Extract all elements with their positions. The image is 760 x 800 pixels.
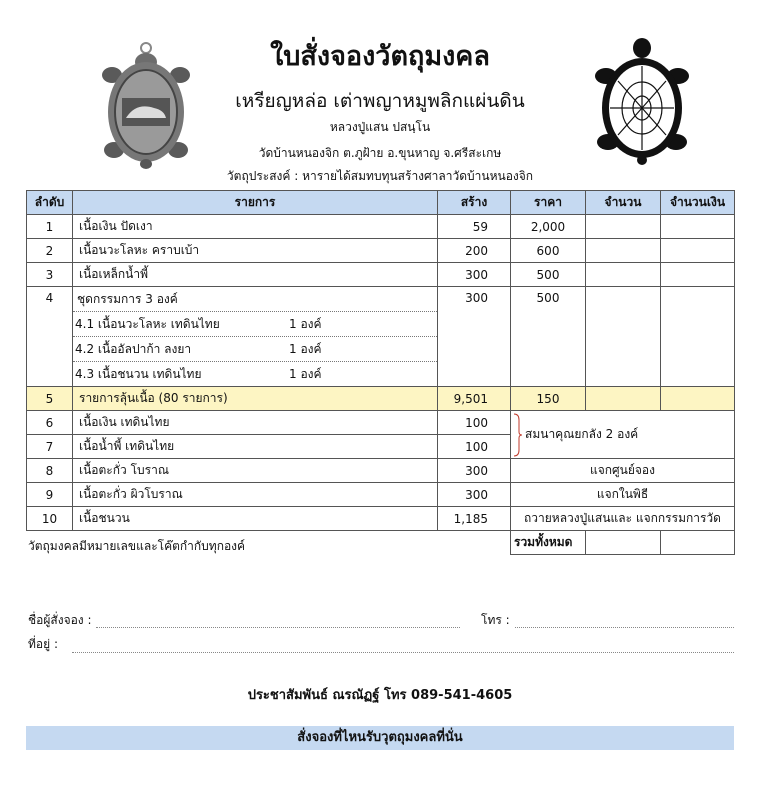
quantity-input[interactable] <box>586 215 661 239</box>
quantity-input[interactable] <box>586 387 661 411</box>
pickup-banner: สั่งจองที่ไหนรับวุตถุมงคลที่นั่น <box>26 726 734 750</box>
row-item: เนื้อชนวน <box>73 507 438 531</box>
subitem-name: 4.3 เนื้อชนวน เทดินไทย <box>75 367 202 381</box>
row-made: 300 <box>438 263 511 287</box>
row-note: ถวายหลวงปู่แสนและ แจกกรรมการวัด <box>511 507 735 531</box>
row-no: 4 <box>27 287 73 387</box>
row-made: 300 <box>438 483 511 507</box>
row-no: 3 <box>27 263 73 287</box>
col-header-price: ราคา <box>511 191 586 215</box>
quantity-input[interactable] <box>586 263 661 287</box>
row-price: 500 <box>511 287 586 387</box>
subitem-name: 4.2 เนื้ออัลปาก้า ลงยา <box>75 342 192 356</box>
table-row <box>27 239 735 263</box>
table-row <box>27 411 735 435</box>
table-row <box>27 459 735 483</box>
row-made: 100 <box>438 411 511 435</box>
temple-address: วัดบ้านหนองจิก ต.ภูฝ้าย อ.ขุนหาญ จ.ศรีสะเกษ <box>258 146 502 160</box>
bonus-note-cell <box>511 411 735 459</box>
subitem-name: 4.1 เนื้อนวะโลหะ เทดินไทย <box>75 317 220 331</box>
row-price: 600 <box>511 239 586 263</box>
amount-cell[interactable] <box>661 387 735 411</box>
amount-cell[interactable] <box>661 239 735 263</box>
bracket-icon <box>513 413 523 457</box>
purpose-text: วัตถุประสงค์ : หารายได้สมทบทุนสร้างศาลาวัดบ้านหนองจิก <box>226 169 534 183</box>
row-made: 59 <box>438 215 511 239</box>
col-header-quantity: จำนวน <box>586 191 661 215</box>
row-made: 200 <box>438 239 511 263</box>
row-item: เนื้อตะกั่ว โบราณ <box>73 459 438 483</box>
page-subtitle: เหรียญหล่อ เต่าพญาหมูพลิกแผ่นดิน <box>235 90 525 112</box>
address-input[interactable] <box>72 652 734 653</box>
amount-cell[interactable] <box>661 215 735 239</box>
subitem-qty: 1 องค์ <box>289 317 322 331</box>
table-row-highlighted <box>27 387 735 411</box>
row-no: 9 <box>27 483 73 507</box>
order-table <box>26 190 735 555</box>
row-no: 1 <box>27 215 73 239</box>
row-made: 300 <box>438 287 511 387</box>
monk-name: หลวงปู่แสน ปสนฺโน <box>329 120 431 134</box>
col-header-made: สร้าง <box>438 191 511 215</box>
subitem-qty: 1 องค์ <box>289 342 322 356</box>
name-label: ชื่อผู้สั่งจอง : <box>28 613 92 627</box>
row-note: แจกในพิธี <box>511 483 735 507</box>
total-label: รวมทั้งหมด <box>511 531 586 555</box>
row-item-set <box>73 287 438 387</box>
amount-cell[interactable] <box>661 263 735 287</box>
row-item: เนื้อเงิน ปัดเงา <box>73 215 438 239</box>
row-item: เนื้อน้ำพี้ เทดินไทย <box>73 435 438 459</box>
total-amount[interactable] <box>661 531 735 555</box>
table-row <box>27 287 735 387</box>
row-item: รายการลุ้นเนื้อ (80 รายการ) <box>73 387 438 411</box>
row-no: 5 <box>27 387 73 411</box>
row-note: แจกศูนย์จอง <box>511 459 735 483</box>
row-no: 7 <box>27 435 73 459</box>
footnote: วัตถุมงคลมีหมายเลขและโค๊ตกำกับทุกองค์ <box>28 539 246 553</box>
row-made: 9,501 <box>438 387 511 411</box>
table-row <box>27 263 735 287</box>
name-input[interactable] <box>96 627 460 628</box>
subitem-qty: 1 องค์ <box>289 367 322 381</box>
row-no: 8 <box>27 459 73 483</box>
table-row <box>27 215 735 239</box>
page-title: ใบสั่งจองวัตถุมงคล <box>270 41 490 72</box>
bonus-note: สมนาคุณยกลัง 2 องค์ <box>525 427 639 441</box>
row-item: เนื้อเหล็กน้ำพี้ <box>73 263 438 287</box>
col-header-item: รายการ <box>73 191 438 215</box>
row-price: 150 <box>511 387 586 411</box>
quantity-input[interactable] <box>586 239 661 263</box>
table-row <box>27 507 735 531</box>
subitem <box>73 361 437 386</box>
row-item: ชุดกรรมการ 3 องค์ <box>77 292 178 306</box>
row-item: เนื้อเงิน เทดินไทย <box>73 411 438 435</box>
phone-label: โทร : <box>481 613 510 627</box>
table-header-row <box>27 191 735 215</box>
row-made: 1,185 <box>438 507 511 531</box>
amount-cell[interactable] <box>661 287 735 387</box>
row-no: 10 <box>27 507 73 531</box>
subitem <box>73 336 437 361</box>
col-header-no: ลำดับ <box>27 191 73 215</box>
address-label: ที่อยู่ : <box>28 637 59 651</box>
phone-input[interactable] <box>515 627 734 628</box>
row-no: 6 <box>27 411 73 435</box>
col-header-amount: จำนวนเงิน <box>661 191 735 215</box>
row-price: 500 <box>511 263 586 287</box>
row-made: 300 <box>438 459 511 483</box>
row-item: เนื้อตะกั่ว ผิวโบราณ <box>73 483 438 507</box>
row-price: 2,000 <box>511 215 586 239</box>
row-item: เนื้อนวะโลหะ คราบเบ้า <box>73 239 438 263</box>
contact-info: ประชาสัมพันธ์ ณรณัฏฐ์ โทร 089-541-4605 <box>247 688 513 703</box>
total-quantity[interactable] <box>586 531 661 555</box>
quantity-input[interactable] <box>586 287 661 387</box>
table-row <box>27 483 735 507</box>
subitem <box>73 311 437 336</box>
row-made: 100 <box>438 435 511 459</box>
row-no: 2 <box>27 239 73 263</box>
